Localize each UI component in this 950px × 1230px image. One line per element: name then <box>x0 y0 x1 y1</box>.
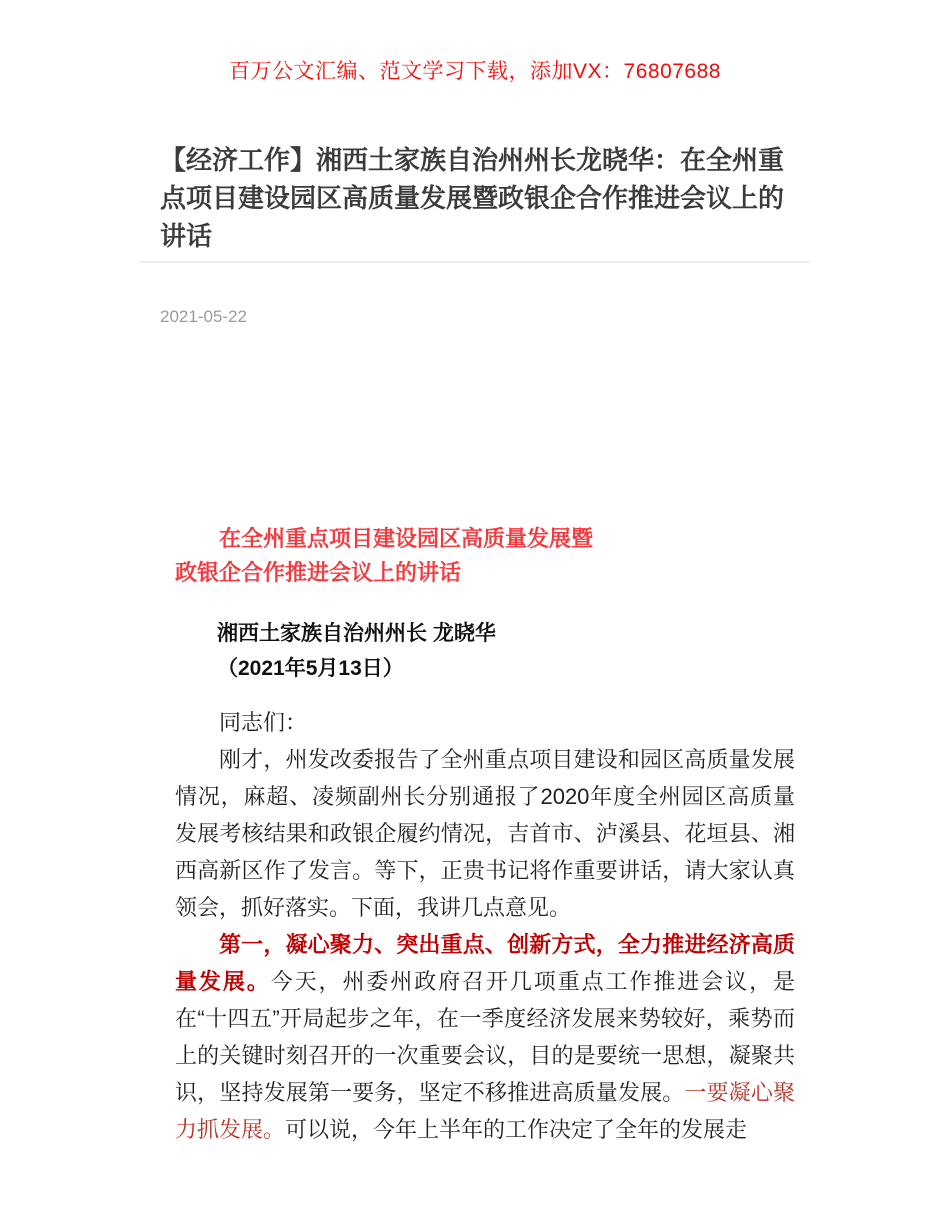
paragraph-2-body: 今天，州委州政府召开几项重点工作推进会议，是在“十四五”开局起步之年，在一季度经济发展来势较好，乘势而上的关键时刻召开的一次重要会议，目的是要统一思想，凝聚共识，坚持发展第一要务，坚定不移推进高质量发展。 <box>175 969 795 1105</box>
paragraph-2-emphasis: 一要凝心聚力抓发展。 <box>175 1080 795 1142</box>
speech-body <box>175 704 795 1148</box>
paragraph-1: 刚才，州发改委报告了全州重点项目建设和园区高质量发展情况，麻超、凌频副州长分别通报了2020年度全州园区高质量发展考核结果和政银企履约情况，吉首市、泸溪县、花垣县、湘西高新区作了发言。等下，正贵书记将作重要讲话，请大家认真领会，抓好落实。下面，我讲几点意见。 <box>175 747 795 920</box>
paragraph-2-lead: 第一，凝心聚力、突出重点、创新方式，全力推进经济高质量发展。 <box>175 932 795 994</box>
publish-date: 2021-05-22 <box>160 307 247 326</box>
speech-heading <box>175 522 795 590</box>
paragraph-2 <box>175 926 795 1148</box>
promo-banner-text: 百万公文汇编、范文学习下载，添加VX：76807688 <box>229 60 721 83</box>
salutation-paragraph: 同志们： <box>219 710 308 735</box>
speech-byline <box>175 616 795 686</box>
paragraph-2-tail: 可以说，今年上半年的工作决定了全年的发展走 <box>285 1117 748 1142</box>
title-divider <box>140 261 810 263</box>
speech-heading-line-1: 在全州重点项目建设园区高质量发展暨 <box>219 526 594 551</box>
speech-document <box>175 522 795 1148</box>
article-title: 【经济工作】湘西土家族自治州州长龙晓华：在全州重点项目建设园区高质量发展暨政银企合作推进会议上的讲话 <box>160 145 785 251</box>
speech-date: （2021年5月13日） <box>217 657 404 680</box>
speech-heading-line-2: 政银企合作推进会议上的讲话 <box>175 560 462 585</box>
speech-author: 湘西土家族自治州州长 龙晓华 <box>217 622 496 645</box>
